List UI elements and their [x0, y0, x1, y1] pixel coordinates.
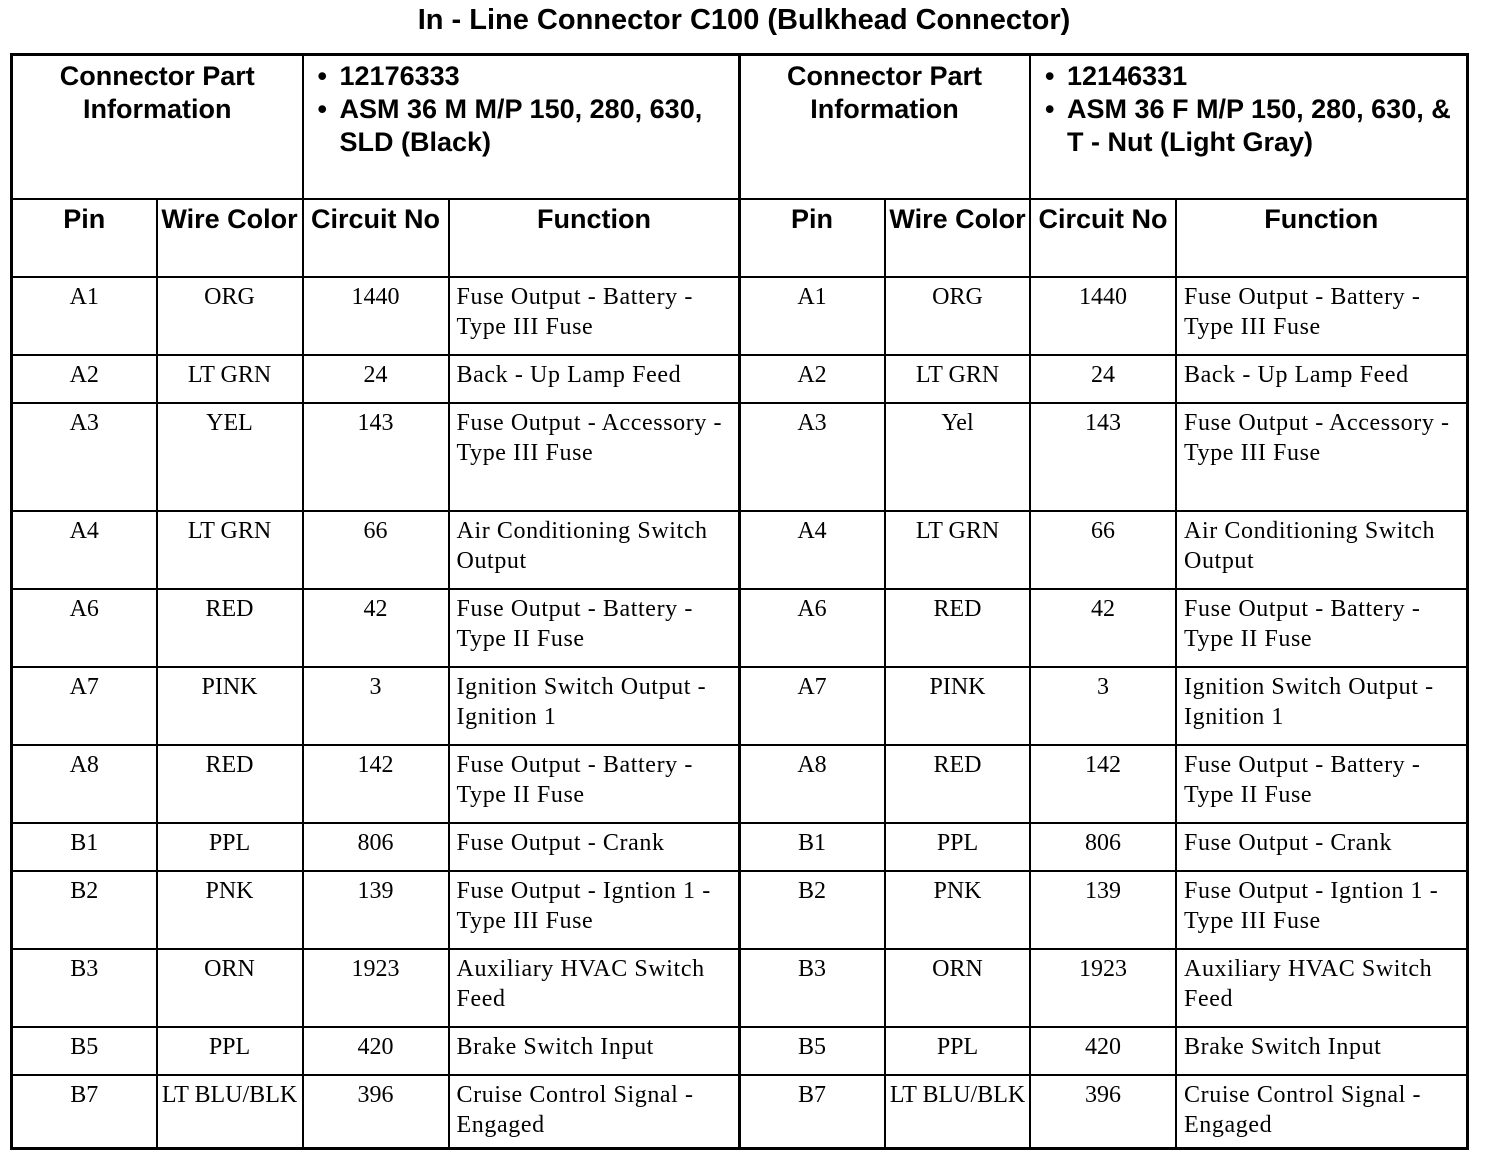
pin-cell: A4: [12, 511, 157, 589]
table-row: [739, 1075, 1467, 1149]
part-number: 12146331: [1067, 61, 1188, 91]
bullet-icon: •: [317, 61, 327, 91]
table-row: [12, 355, 740, 403]
pin-cell: A6: [739, 589, 885, 667]
column-header-row: [12, 199, 740, 277]
table-row: [739, 355, 1467, 403]
pin-cell: A2: [12, 355, 157, 403]
circuit-number-cell: 24: [303, 355, 449, 403]
function-cell: Air Conditioning Switch Output: [1176, 511, 1467, 589]
function-cell: Back - Up Lamp Feed: [449, 355, 740, 403]
function-cell: Fuse Output - Accessory - Type III Fuse: [449, 403, 740, 511]
wire-color-cell: RED: [885, 589, 1030, 667]
function-cell: Fuse Output - Battery - Type II Fuse: [1176, 745, 1467, 823]
bullet-icon: •: [1045, 61, 1055, 91]
table-row: [739, 871, 1467, 949]
function-cell: Fuse Output - Crank: [1176, 823, 1467, 871]
part-info-row: [12, 55, 740, 200]
table-row: [12, 823, 740, 871]
part-info-list: [303, 55, 740, 200]
table-row: [12, 667, 740, 745]
circuit-number-cell: 3: [1030, 667, 1176, 745]
wire-color-cell: PPL: [885, 823, 1030, 871]
table-row: [739, 589, 1467, 667]
circuit-number-cell: 139: [303, 871, 449, 949]
table-row: [12, 745, 740, 823]
part-description-item: [312, 93, 731, 159]
pin-cell: A7: [739, 667, 885, 745]
pin-cell: B1: [739, 823, 885, 871]
wire-color-cell: LT BLU/BLK: [157, 1075, 303, 1149]
table-row: [739, 745, 1467, 823]
function-cell: Brake Switch Input: [1176, 1027, 1467, 1075]
part-info-row: [739, 55, 1467, 200]
pin-cell: A3: [739, 403, 885, 511]
table-row: [739, 1027, 1467, 1075]
wire-color-cell: PINK: [885, 667, 1030, 745]
wire-color-header: Wire Color: [885, 199, 1030, 277]
part-number: 12176333: [339, 61, 460, 91]
part-description: ASM 36 F M/P 150, 280, 630, & T - Nut (Light Gray): [1067, 94, 1451, 157]
function-cell: Cruise Control Signal - Engaged: [449, 1075, 740, 1149]
part-number-item: [312, 60, 731, 93]
wire-color-cell: Yel: [885, 403, 1030, 511]
wire-color-cell: RED: [885, 745, 1030, 823]
pin-cell: A3: [12, 403, 157, 511]
part-description-item: [1039, 93, 1458, 159]
wire-color-cell: PNK: [157, 871, 303, 949]
circuit-number-cell: 143: [303, 403, 449, 511]
pin-header: Pin: [12, 199, 157, 277]
circuit-number-cell: 142: [1030, 745, 1176, 823]
function-cell: Fuse Output - Igntion 1 - Type III Fuse: [1176, 871, 1467, 949]
wire-color-cell: LT BLU/BLK: [885, 1075, 1030, 1149]
circuit-number-cell: 396: [1030, 1075, 1176, 1149]
pin-cell: A7: [12, 667, 157, 745]
table-row: [12, 403, 740, 511]
table-row: [739, 823, 1467, 871]
function-cell: Ignition Switch Output - Ignition 1: [449, 667, 740, 745]
circuit-number-cell: 42: [303, 589, 449, 667]
pin-cell: A2: [739, 355, 885, 403]
circuit-number-cell: 396: [303, 1075, 449, 1149]
table-row: [739, 667, 1467, 745]
function-cell: Fuse Output - Accessory - Type III Fuse: [1176, 403, 1467, 511]
wire-color-cell: ORG: [157, 277, 303, 355]
connector-tables: [10, 53, 1466, 1150]
table-row: [12, 589, 740, 667]
wire-color-cell: LT GRN: [157, 355, 303, 403]
table-row: [12, 871, 740, 949]
function-cell: Fuse Output - Battery - Type III Fuse: [1176, 277, 1467, 355]
function-cell: Fuse Output - Igntion 1 - Type III Fuse: [449, 871, 740, 949]
wire-color-cell: PPL: [157, 823, 303, 871]
wire-color-header: Wire Color: [157, 199, 303, 277]
pin-cell: A8: [739, 745, 885, 823]
table-row: [739, 511, 1467, 589]
male-connector-table: [10, 53, 741, 1150]
wire-color-cell: RED: [157, 589, 303, 667]
wire-color-cell: ORG: [885, 277, 1030, 355]
table-row: [739, 949, 1467, 1027]
female-connector-half: [738, 53, 1466, 1150]
circuit-number-cell: 3: [303, 667, 449, 745]
pin-cell: B1: [12, 823, 157, 871]
circuit-no-header: Circuit No: [1030, 199, 1176, 277]
pin-cell: B7: [12, 1075, 157, 1149]
wire-color-cell: RED: [157, 745, 303, 823]
bullet-icon: •: [317, 94, 327, 124]
table-row: [12, 1075, 740, 1149]
pin-cell: A1: [12, 277, 157, 355]
pin-cell: A1: [739, 277, 885, 355]
part-description: ASM 36 M M/P 150, 280, 630, SLD (Black): [339, 94, 703, 157]
pin-cell: B7: [739, 1075, 885, 1149]
pin-header: Pin: [739, 199, 885, 277]
female-connector-body: [739, 55, 1467, 1149]
function-cell: Back - Up Lamp Feed: [1176, 355, 1467, 403]
function-cell: Auxiliary HVAC Switch Feed: [449, 949, 740, 1027]
pin-cell: B3: [739, 949, 885, 1027]
function-cell: Fuse Output - Battery - Type III Fuse: [449, 277, 740, 355]
wire-color-cell: LT GRN: [157, 511, 303, 589]
table-row: [12, 1027, 740, 1075]
connector-info-label: Connector Part Information: [12, 55, 303, 200]
function-header: Function: [1176, 199, 1467, 277]
circuit-number-cell: 1440: [303, 277, 449, 355]
circuit-number-cell: 143: [1030, 403, 1176, 511]
circuit-number-cell: 1923: [303, 949, 449, 1027]
wire-color-cell: PPL: [885, 1027, 1030, 1075]
table-row: [12, 511, 740, 589]
table-row: [12, 949, 740, 1027]
function-cell: Brake Switch Input: [449, 1027, 740, 1075]
circuit-number-cell: 806: [1030, 823, 1176, 871]
pin-cell: A4: [739, 511, 885, 589]
function-header: Function: [449, 199, 740, 277]
wire-color-cell: LT GRN: [885, 355, 1030, 403]
function-cell: Fuse Output - Battery - Type II Fuse: [449, 589, 740, 667]
function-cell: Ignition Switch Output - Ignition 1: [1176, 667, 1467, 745]
circuit-number-cell: 806: [303, 823, 449, 871]
wire-color-cell: LT GRN: [885, 511, 1030, 589]
circuit-number-cell: 142: [303, 745, 449, 823]
part-info-list: [1030, 55, 1467, 200]
circuit-number-cell: 24: [1030, 355, 1176, 403]
circuit-number-cell: 139: [1030, 871, 1176, 949]
table-row: [739, 277, 1467, 355]
page-title: In - Line Connector C100 (Bulkhead Connector): [417, 4, 1071, 36]
male-connector-half: [10, 53, 738, 1150]
wire-color-cell: PPL: [157, 1027, 303, 1075]
table-row: [739, 403, 1467, 511]
circuit-no-header: Circuit No: [303, 199, 449, 277]
wire-color-cell: YEL: [157, 403, 303, 511]
circuit-number-cell: 42: [1030, 589, 1176, 667]
pin-cell: A6: [12, 589, 157, 667]
function-cell: Cruise Control Signal - Engaged: [1176, 1075, 1467, 1149]
table-row: [12, 277, 740, 355]
wire-color-cell: ORN: [157, 949, 303, 1027]
function-cell: Fuse Output - Battery - Type II Fuse: [449, 745, 740, 823]
circuit-number-cell: 1440: [1030, 277, 1176, 355]
circuit-number-cell: 1923: [1030, 949, 1176, 1027]
bullet-icon: •: [1045, 94, 1055, 124]
function-cell: Fuse Output - Crank: [449, 823, 740, 871]
pin-cell: B5: [739, 1027, 885, 1075]
function-cell: Air Conditioning Switch Output: [449, 511, 740, 589]
function-cell: Fuse Output - Battery - Type II Fuse: [1176, 589, 1467, 667]
pin-cell: A8: [12, 745, 157, 823]
part-number-item: [1039, 60, 1458, 93]
male-connector-body: [12, 55, 740, 1149]
wire-color-cell: PNK: [885, 871, 1030, 949]
pin-cell: B5: [12, 1027, 157, 1075]
column-header-row: [739, 199, 1467, 277]
pin-cell: B2: [739, 871, 885, 949]
circuit-number-cell: 420: [303, 1027, 449, 1075]
circuit-number-cell: 66: [303, 511, 449, 589]
circuit-number-cell: 420: [1030, 1027, 1176, 1075]
function-cell: Auxiliary HVAC Switch Feed: [1176, 949, 1467, 1027]
female-connector-table: [738, 53, 1469, 1150]
circuit-number-cell: 66: [1030, 511, 1176, 589]
connector-info-label: Connector Part Information: [739, 55, 1030, 200]
wire-color-cell: ORN: [885, 949, 1030, 1027]
pin-cell: B3: [12, 949, 157, 1027]
pin-cell: B2: [12, 871, 157, 949]
wire-color-cell: PINK: [157, 667, 303, 745]
